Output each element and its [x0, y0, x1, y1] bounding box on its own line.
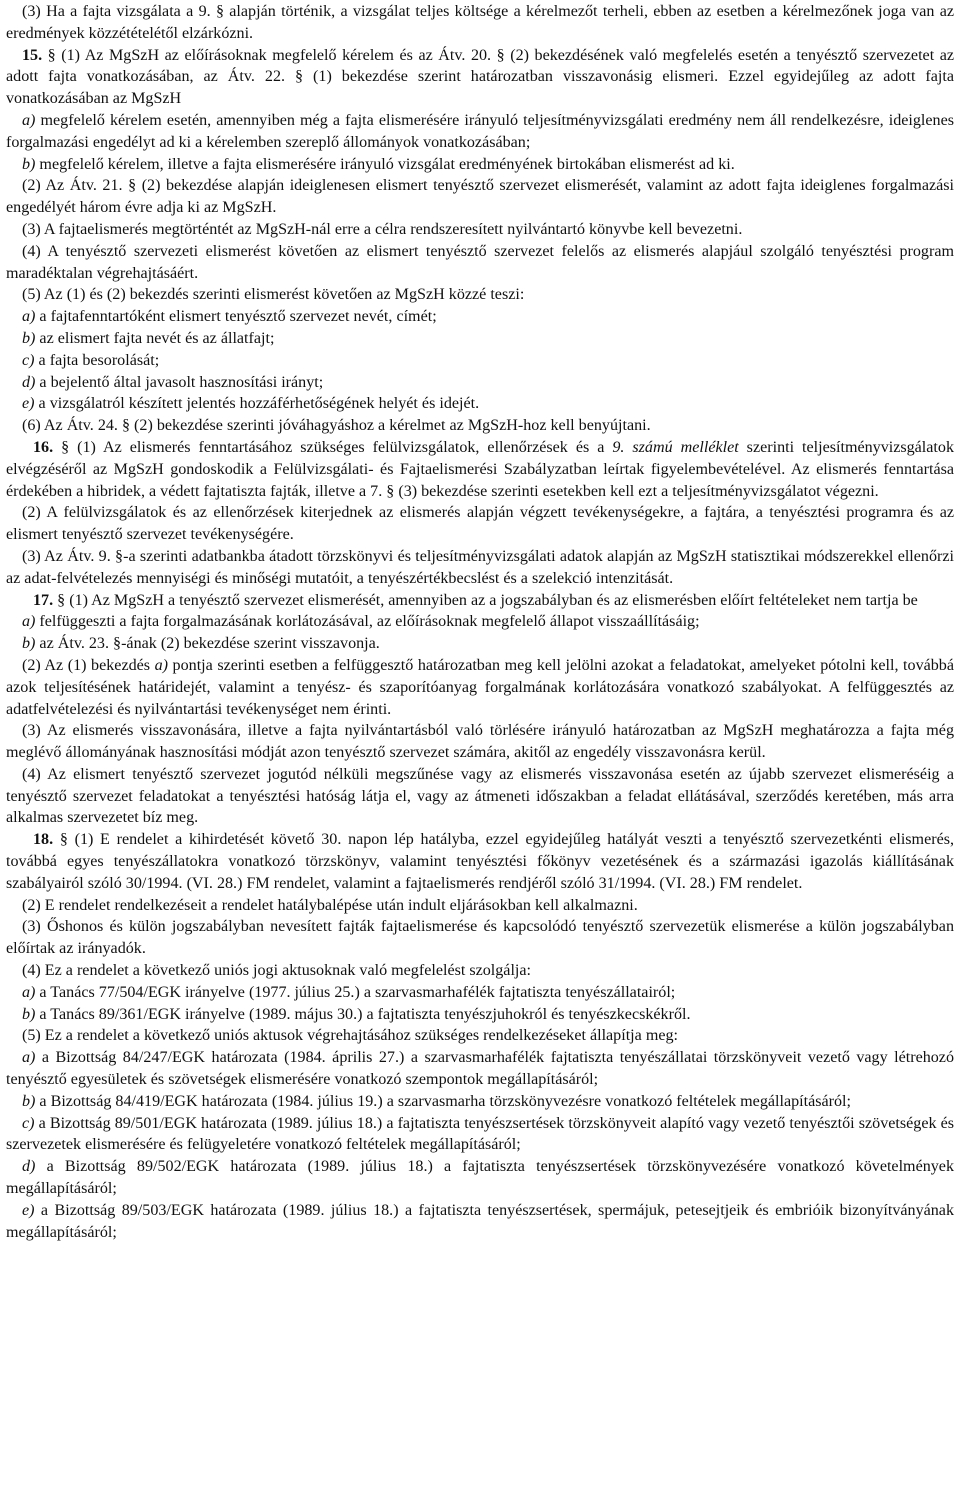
paragraph: (3) A fajtaelismerés megtörténtét az MgSzH-nál erre a célra rendszeresített nyilvántartó könyvbe kell bevezetni. — [22, 220, 743, 238]
paragraph: b) a Bizottság 84/419/EGK határozata (1984. július 19.) a szarvasmarha törzskönyvezésre vonatkozó feltételek megállapításáról; — [22, 1092, 851, 1110]
paragraph: 16. § (1) Az elismerés fenntartásához szükséges felülvizsgálatok, ellenőrzések és a 9. számú melléklet szerinti teljesítményvizsgálatok elvégzéséről az MgSzH gondoskodik a Felülvizsgálati- és Fajtaelismerési Szabályzatban leírtak figyelembevételével. Az elismerés fenntartása érdekében a hibridek, a védett fajtatiszta fajták, illetve a 7. § (3) bekezdése szerinti esetekben kell ezt a teljesítményvizsgálatot végezni. — [6, 438, 954, 500]
paragraph: a) megfelelő kérelem esetén, amennyiben még a fajta elismerésére irányuló teljesítményvizsgálati eredmény nem áll rendelkezésre, ideiglenes forgalmazási engedélyt ad ki a kérelemben szereplő állományok vonatkozásában; — [6, 111, 954, 151]
paragraph: 17. § (1) Az MgSzH a tenyésztő szervezet elismerését, amennyiben az a jogszabályban és az elismerésben előírt feltételeket nem tartja be — [33, 591, 918, 609]
paragraph: b) az elismert fajta nevét és az állatfajt; — [22, 329, 275, 347]
paragraph: b) az Átv. 23. §-ának (2) bekezdése szerint visszavonja. — [22, 635, 380, 653]
paragraph: b) megfelelő kérelem, illetve a fajta elismerésére irányuló vizsgálat eredményének birtokában elismerést ad ki. — [22, 155, 735, 173]
paragraph: (5) Ez a rendelet a következő uniós aktusok végrehajtásához szükséges rendelkezéseket állapítja meg: — [22, 1027, 678, 1045]
paragraph: (3) Az Átv. 9. §-a szerinti adatbankba átadott törzskönyvi és teljesítményvizsgálati adatok alapján az MgSzH statisztikai módszerekkel ellenőrzi az adat-felvételezés mennyiségi és minőségi mutatóit, a tenyészértékbecslést és a szelekció intenzitását. — [6, 547, 954, 587]
paragraph: e) a Bizottság 89/503/EGK határozata (1989. július 18.) a fajtatiszta tenyészsertések, spermájuk, petesejtjeik és embrióik bizonyítványának megállapításáról; — [6, 1201, 954, 1241]
paragraph: (3) Az elismerés visszavonására, illetve a fajta nyilvántartásból való törlésére irányuló határozatban az MgSzH meghatározza a fajta még meglévő állományának hasznosítási módját azon tenyésztő szervezet számára, akitől az engedély visszavonásra kerül. — [6, 722, 954, 762]
paragraph: (2) Az (1) bekezdés a) pontja szerinti esetben a felfüggesztő határozatban meg kell jelölni azokat a feladatokat, amelyeket pótolni kell, továbbá azok teljesítésének határidejét, valamint a tenyész- és szaporítóanyag forgalmának korlátozására vonatkozó szabályokat. A felfüggesztés az adatfelvételezési és nyilvántartási tevékenységet nem érinti. — [6, 656, 954, 718]
paragraph: (4) Ez a rendelet a következő uniós jogi aktusoknak való megfelelést szolgálja: — [22, 962, 532, 980]
paragraph: a) a Tanács 77/504/EGK irányelve (1977. július 25.) a szarvasmarhafélék fajtatiszta tenyészállatairól; — [22, 983, 676, 1001]
paragraph: b) a Tanács 89/361/EGK irányelve (1989. május 30.) a fajtatiszta tenyészjuhokról és tenyészkecskékről. — [22, 1005, 691, 1023]
paragraph: (3) Őshonos és külön jogszabályban nevesített fajták fajtaelismerése és kapcsolódó tenyésztő szervezetük elismerése a külön jogszabályban előírtak az irányadók. — [6, 918, 954, 958]
paragraph: (2) Az Átv. 21. § (2) bekezdése alapján ideiglenesen elismert tenyésztő szervezet elismerését, valamint az adott fajta ideiglenes forgalmazási engedélyét három évre adja ki az MgSzH. — [6, 177, 954, 217]
paragraph: c) a fajta besorolását; — [22, 351, 160, 369]
paragraph: d) a bejelentő által javasolt hasznosítási irányt; — [22, 373, 324, 391]
paragraph: (4) A tenyésztő szervezeti elismerést követően az elismert tenyésztő szervezet felelős az elismerés alapjául szolgáló tenyésztési program maradéktalan végrehajtásáért. — [6, 242, 954, 282]
paragraph: (2) E rendelet rendelkezéseit a rendelet hatálybalépése után indult eljárásokban kell alkalmazni. — [22, 896, 638, 914]
paragraph: a) a Bizottság 84/247/EGK határozata (1984. április 27.) a szarvasmarhafélék fajtatiszta tenyészállatai törzskönyveit vezető vagy létrehozó tenyésztő egyesületek és szövetségek elismerésére vonatkozó szempontok megállapításáról; — [6, 1049, 954, 1089]
paragraph: a) a fajtafenntartóként elismert tenyésztő szervezet nevét, címét; — [22, 308, 437, 326]
paragraph: (5) Az (1) és (2) bekezdés szerinti elismerést követően az MgSzH közzé teszi: — [22, 286, 525, 304]
paragraph: d) a Bizottság 89/502/EGK határozata (1989. július 18.) a fajtatiszta tenyészsertések törzskönyvezésére vonatkozó követelmények megállapításáról; — [6, 1158, 954, 1198]
paragraph: (2) A felülvizsgálatok és az ellenőrzések kiterjednek az elismerés alapján végzett tevékenységekre, a fajtára, a tenyésztési programra és az elismert tenyésztő szervezet tevékenységére. — [6, 504, 954, 544]
paragraph: a) felfüggeszti a fajta forgalmazásának korlátozásával, az előírásoknak megfelelő állapot visszaállításáig; — [22, 613, 700, 631]
paragraph: (3) Ha a fajta vizsgálata a 9. § alapján történik, a vizsgálat teljes költsége a kérelmezőt terheli, ebben az esetben a kérelmezőnek joga van az eredmények közzétételétől elzárkózni. — [6, 3, 954, 42]
paragraph: 18. § (1) E rendelet a kihirdetését követő 30. napon lép hatályba, ezzel egyidejűleg hatályát veszti a tenyésztő szervezetkénti elismerés, továbbá egyes tenyészállatokra vonatkozó törzskönyv, valamint tenyésztési főkönyv vezetésének és a származási igazolás kiállításának szabályairól szóló 30/1994. (VI. 28.) FM rendelet, valamint a fajtaelismerés rendjéről szóló 31/1994. (VI. 28.) FM rendelet. — [6, 831, 954, 892]
paragraph: e) a vizsgálatról készített jelentés hozzáférhetőségének helyét és idejét. — [22, 395, 480, 413]
paragraph: (4) Az elismert tenyésztő szervezet jogutód nélküli megszűnése vagy az elismerés visszavonása esetén az újabb szervezet elismeréséig a tenyésztő szervezet feladatokat a tenyésztési hatóság látja el, vagy az átmeneti időszakban a feladat ellátásával, szerződés keretében, más arra alkalmas szervezetet bíz meg. — [6, 765, 954, 827]
paragraph: 15. § (1) Az MgSzH az előírásoknak megfelelő kérelem és az Átv. 20. § (2) bekezdésének való megfelelés esetén a tenyésztő szervezetet az adott fajta vonatkozásában, az Átv. 22. § (1) bekezdése szerint határozatban visszavonásig elismeri. Ezzel egyidejűleg az adott fajta vonatkozásában az MgSzH — [6, 46, 954, 108]
paragraph: c) a Bizottság 89/501/EGK határozata (1989. július 18.) a fajtatiszta tenyészsertések törzskönyveit alapító vagy vezető tenyésztői szövetségek és szervezetek elismerésére és felügyeletére vonatkozó feltételek megállapításáról; — [6, 1114, 954, 1154]
paragraph: (6) Az Átv. 24. § (2) bekezdése szerinti jóváhagyáshoz a kérelmet az MgSzH-hoz kell benyújtani. — [22, 417, 651, 435]
